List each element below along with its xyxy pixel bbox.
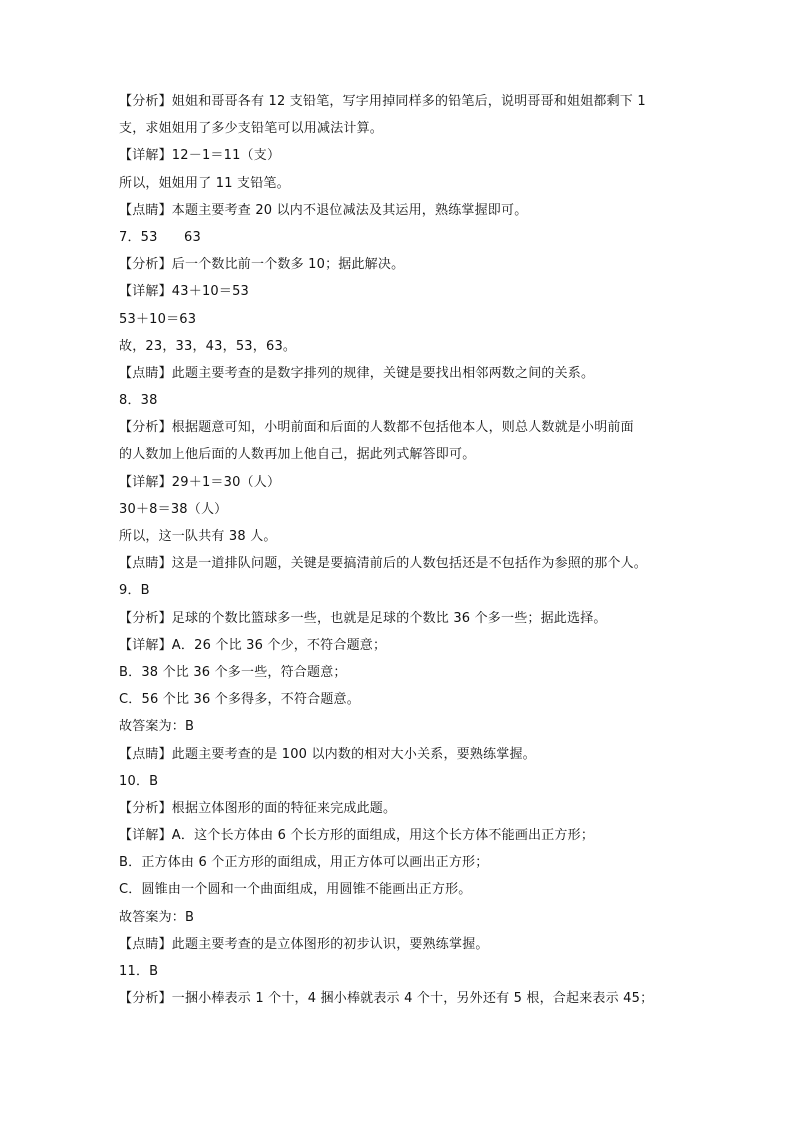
text-line: 【点睛】这是一道排队问题，关键是要搞清前后的人数包括还是不包括作为参照的那个人。 [119, 556, 648, 572]
text-line: 所以，这一队共有 38 人。 [119, 529, 277, 544]
text-line: 【分析】后一个数比前一个数多 10；据此解决。 [119, 257, 405, 273]
question-number-line: 7．53 63 [119, 229, 201, 245]
text-line: 【详解】A．26 个比 36 个少，不符合题意； [119, 637, 387, 653]
answer-text-block [119, 88, 679, 1012]
text-line: 【分析】根据立体图形的面的特征来完成此题。 [119, 800, 397, 816]
text-line: 30＋8＝38（人） [119, 501, 228, 517]
text-line: B．38 个比 36 个多一些，符合题意； [119, 664, 347, 680]
text-line: 故答案为：B [119, 719, 195, 735]
text-line: 【分析】姐姐和哥哥各有 12 支铅笔，写字用掉同样多的铅笔后，说明哥哥和姐姐都剩下 1 [119, 94, 646, 109]
text-line: 【点睛】此题主要考查的是立体图形的初步认识，要熟练掌握。 [119, 936, 489, 952]
text-line: 的人数加上他后面的人数再加上他自己，据此列式解答即可。 [119, 447, 476, 463]
text-line: 【分析】足球的个数比篮球多一些，也就是足球的个数比 36 个多一些；据此选择。 [119, 610, 607, 626]
question-number-line: 8．38 [119, 393, 158, 409]
text-line: C．圆锥由一个圆和一个曲面组成，用圆锥不能画出正方形。 [119, 882, 472, 898]
question-number-line: 9．B [119, 583, 150, 599]
text-line: 【分析】一捆小棒表示 1 个十，4 捆小棒就表示 4 个十，另外还有 5 根，合起来表示 45； [119, 991, 654, 1007]
text-line: 【点睛】此题主要考查的是数字排列的规律，关键是要找出相邻两数之间的关系。 [119, 365, 595, 381]
text-line: 故，23，33，43，53，63。 [119, 338, 297, 354]
question-number-line: 11．B [119, 964, 159, 979]
text-line: 53＋10＝63 [119, 311, 197, 327]
text-line: 【详解】29＋1＝30（人） [119, 474, 281, 490]
text-line: 故答案为：B [119, 909, 195, 925]
text-line: 【点睛】此题主要考查的是 100 以内数的相对大小关系，要熟练掌握。 [119, 746, 536, 762]
text-line: 【点睛】本题主要考查 20 以内不退位减法及其运用，熟练掌握即可。 [119, 202, 528, 218]
question-number-line: 10．B [119, 773, 159, 789]
text-line: 【详解】43＋10＝53 [119, 284, 250, 300]
text-line: C．56 个比 36 个多得多，不符合题意。 [119, 692, 360, 708]
text-line: 【详解】12－1＝11（支） [119, 148, 281, 164]
text-line: 支，求姐姐用了多少支铅笔可以用减法计算。 [119, 121, 384, 137]
text-line: B．正方体由 6 个正方形的面组成，用正方体可以画出正方形； [119, 855, 489, 871]
text-line: 所以，姐姐用了 11 支铅笔。 [119, 175, 290, 191]
text-line: 【详解】A．这个长方体由 6 个长方形的面组成，用这个长方体不能画出正方形； [119, 828, 595, 844]
text-line: 【分析】根据题意可知，小明前面和后面的人数都不包括他本人，则总人数就是小明前面 [119, 420, 634, 436]
